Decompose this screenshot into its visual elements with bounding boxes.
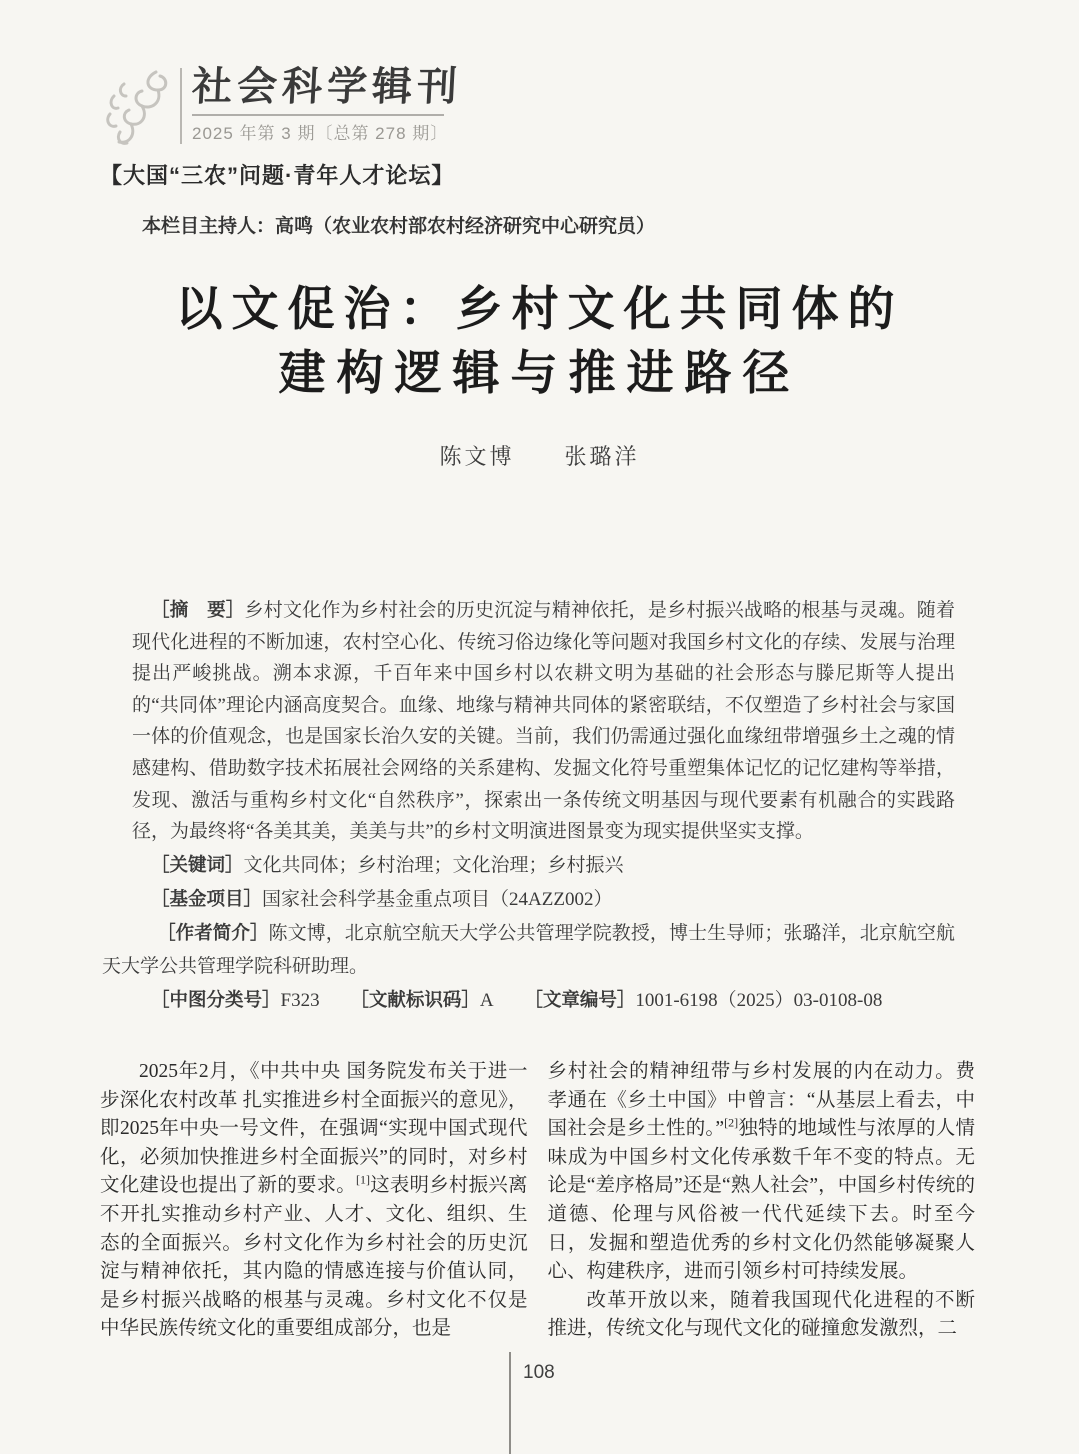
doc-code-group (350, 990, 493, 1011)
author-bio-text: 陈文博，北京航空航天大学公共管理学院教授，博士生导师；张璐洋，北京航空航天大学公共管理学院科研助理。 (102, 922, 955, 977)
abstract-label: ［摘 要］ (151, 599, 245, 620)
article-no-label: ［文章编号］ (524, 988, 636, 1010)
p1-text-b: 这表明乡村振兴离不开扎实推动乡村产业、人才、文化、组织、生态的全面振兴。乡村文化作为乡村社会的历史沉淀与精神依托，其内隐的情感连接与价值认同，是乡村振兴战略的根基与灵魂。乡村文化不仅是中华民族传统文化的重要组成部分，也是 (100, 1175, 528, 1340)
body-right-column (548, 1058, 976, 1344)
article-title-line2: 建构逻辑与推进路径 (278, 346, 801, 401)
body-paragraph-1-left (100, 1058, 528, 1344)
host-value: 高鸣（农业农村部农村经济研究中心研究员） (275, 216, 656, 237)
abstract-paragraph (102, 594, 955, 848)
doc-code-value: A (479, 989, 494, 1011)
body-columns (100, 1058, 975, 1344)
phoenix-emblem-icon (100, 66, 178, 152)
front-matter (102, 594, 955, 1017)
article-no-group (524, 990, 882, 1011)
clc-label: ［中图分类号］ (151, 988, 281, 1010)
citation-ref-2: [2] (724, 1115, 739, 1130)
article-no-value: 1001-6198（2025）03-0108-08 (635, 989, 883, 1011)
column-section-label: 【大国“三农”问题·青年人才论坛】 (100, 163, 455, 188)
page-number: 108 (523, 1362, 555, 1383)
author-bio-label: ［作者简介］ (157, 921, 269, 943)
masthead (100, 64, 462, 152)
p1-cont-a: 乡村社会的精神纽带与乡村发展的内在动力。费孝通在《乡土中国》中曾言：“从基层上看去，中国社会是乡土性的。” (547, 1061, 975, 1140)
body-paragraph-2: 改革开放以来，随着我国现代化进程的不断推进，传统文化与现代文化的碰撞愈发激烈，二 (547, 1289, 975, 1340)
footer-rule (509, 1352, 511, 1454)
fund-text: 国家社会科学基金重点项目（24AZZ002） (262, 888, 613, 910)
article-authors: 陈文博 张璐洋 (439, 444, 640, 469)
keywords-text: 文化共同体；乡村治理；文化治理；乡村振兴 (243, 854, 624, 876)
masthead-rule (192, 114, 444, 116)
classification-line (102, 983, 955, 1017)
abstract-text: 乡村文化作为乡村社会的历史沉淀与精神依托，是乡村振兴战略的根基与灵魂。随着现代化进程的不断加速，农村空心化、传统习俗边缘化等问题对我国乡村文化的存续、发展与治理提出严峻挑战。溯本求源，千百年来中国乡村以农耕文明为基础的社会形态与滕尼斯等人提出的“共同体”理论内涵高度契合。血缘、地缘与精神共同体的紧密联结，不仅塑造了乡村社会与家国一体的价值观念，也是国家长治久安的关键。当前，我们仍需通过强化血缘纽带增强乡土之魂的情感建构、借助数字技术拓展社会网络的关系建构、发掘文化符号重塑集体记忆的记忆建构等举措，发现、激活与重构乡村文化“自然秩序”，探索出一条传统文明基因与现代要素有机融合的实践路径，为最终将“各美其美，美美与共”的乡村文明演进图景变为现实提供坚实支撑。 (132, 600, 955, 843)
clc-group (151, 990, 320, 1011)
column-host-line (142, 211, 655, 238)
masthead-divider (180, 68, 182, 144)
issue-line: 2025 年第 3 期〔总第 278 期〕 (192, 124, 449, 143)
keywords-line (102, 848, 955, 882)
host-label: 本栏目主持人： (142, 216, 276, 237)
author-bio-paragraph (102, 916, 955, 983)
article-title (0, 278, 1079, 406)
fund-line (102, 882, 955, 916)
article-title-line1: 以文促治：乡村文化共同体的 (175, 282, 904, 337)
clc-value: F323 (280, 989, 320, 1011)
p1-text-a: 2025年2月，《中共中央 国务院发布关于进一步深化农村改革 扎实推进乡村全面振兴的意见》，即2025年中央一号文件，在强调“实现中国式现代化，必须加快推进乡村全面振兴”的同时，对乡村文化建设也提出了新的要求。 (100, 1061, 528, 1197)
journal-name: 社会科学辑刊 (190, 63, 464, 110)
fund-label: ［基金项目］ (151, 887, 263, 909)
doc-code-label: ［文献标识码］ (350, 988, 480, 1010)
p1-cont-b: 独特的地域性与浓厚的人情味成为中国乡村文化传承数千年不变的特点。无论是“差序格局”还是“熟人社会”，中国乡村传统的道德、伦理与风俗被一代代延续下去。时至今日，发掘和塑造优秀的乡村文化仍然能够凝聚人心、构建秩序，进而引领乡村可持续发展。 (547, 1118, 975, 1283)
keywords-label: ［关键词］ (151, 853, 244, 875)
body-left-column (100, 1058, 528, 1344)
body-paragraph-1-right (548, 1058, 976, 1287)
citation-ref-1: [1] (355, 1172, 370, 1187)
